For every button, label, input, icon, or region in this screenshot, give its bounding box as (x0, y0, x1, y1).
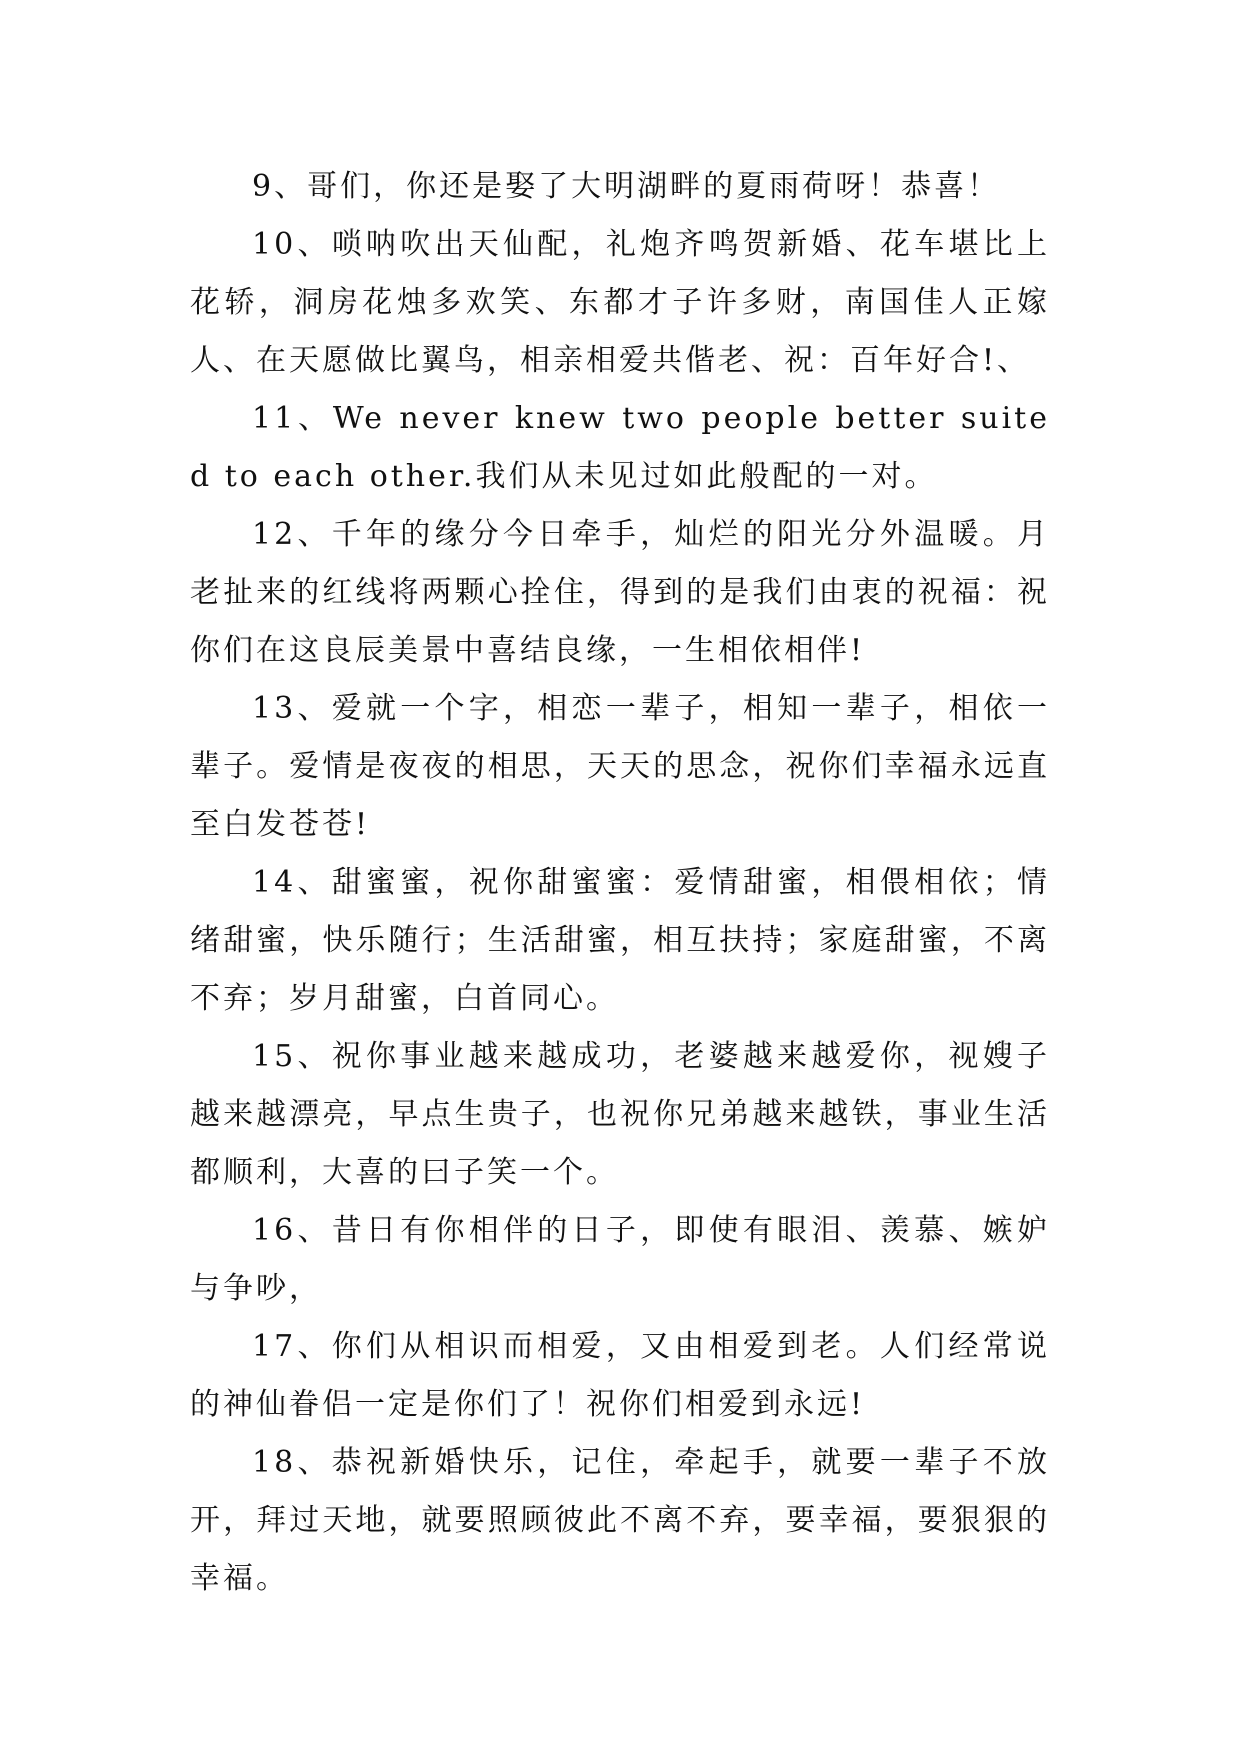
paragraph-15: 15、祝你事业越来越成功，老婆越来越爱你，视嫂子越来越漂亮，早点生贵子，也祝你兄弟越来越铁，事业生活都顺利，大喜的曰子笑一个。 (190, 1039, 1050, 1190)
document-body (190, 158, 1050, 1608)
paragraph-10: 10、唢呐吹出天仙配，礼炮齐鸣贺新婚、花车堪比上花轿，洞房花烛多欢笑、东都才子许多财，南国佳人正嫁人、在天愿做比翼鸟，相亲相爱共偕老、祝：百年好合!、 (190, 227, 1050, 378)
paragraph-11: 11、We never knew two people better suited to each other.我们从未见过如此般配的一对。 (190, 401, 1050, 494)
paragraph-12: 12、千年的缘分今日牵手，灿烂的阳光分外温暖。月老扯来的红线将两颗心拴住，得到的是我们由衷的祝福：祝你们在这良辰美景中喜结良缘，一生相依相伴! (190, 517, 1050, 668)
paragraph-17: 17、你们从相识而相爱，又由相爱到老。人们经常说的神仙眷侣一定是你们了！祝你们相爱到永远! (190, 1329, 1050, 1422)
paragraph-14: 14、甜蜜蜜，祝你甜蜜蜜：爱情甜蜜，相偎相依；情绪甜蜜，快乐随行；生活甜蜜，相互扶持；家庭甜蜜，不离不弃；岁月甜蜜，白首同心。 (190, 865, 1050, 1016)
paragraph-18: 18、恭祝新婚快乐，记住，牵起手，就要一辈子不放开，拜过天地，就要照顾彼此不离不弃，要幸福，要狠狠的幸福。 (190, 1445, 1050, 1596)
paragraph-13: 13、爱就一个字，相恋一辈子，相知一辈子，相依一辈子。爱情是夜夜的相思，天天的思念，祝你们幸福永远直至白发苍苍! (190, 691, 1050, 842)
paragraph-16: 16、昔日有你相伴的日子，即使有眼泪、羡慕、嫉妒与争吵， (190, 1213, 1050, 1306)
paragraph-9: 9、哥们，你还是娶了大明湖畔的夏雨荷呀！恭喜！ (252, 169, 1001, 204)
